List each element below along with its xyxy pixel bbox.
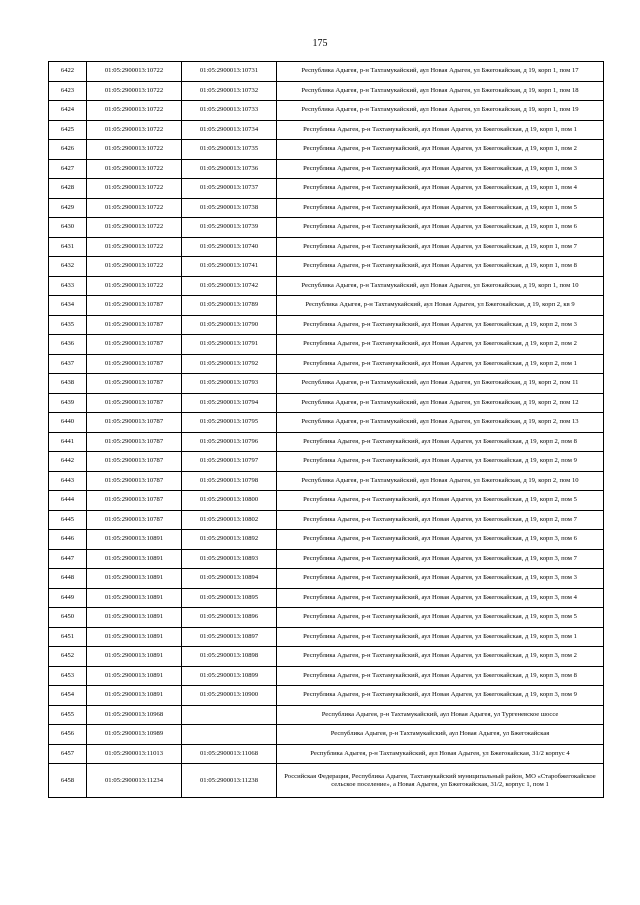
row-number-cell: 6422 <box>49 62 87 82</box>
address-cell: Республика Адыгея, р-н Тахтамукайский, аул Новая Адыгея, ул Бжегокайская, д 19, корп 2, пом 3 <box>277 315 604 335</box>
row-number-cell: 6443 <box>49 471 87 491</box>
table-row <box>49 608 604 628</box>
parent-cadastral-cell: 01:05:2900013:10787 <box>87 510 182 530</box>
row-number-cell: 6447 <box>49 549 87 569</box>
table-row <box>49 335 604 355</box>
address-cell: Республика Адыгея, р-н Тахтамукайский, аул Новая Адыгея, ул Бжегокайская, д 19, корп 2, пом 11 <box>277 374 604 394</box>
address-cell: Республика Адыгея, р-н Тахтамукайский, аул Новая Адыгея, ул Бжегокайская, д 19, корп 3, пом 2 <box>277 647 604 667</box>
address-cell: Республика Адыгея, р-н Тахтамукайский, аул Новая Адыгея, ул Бжегокайская, д 19, корп 1, пом 5 <box>277 198 604 218</box>
parent-cadastral-cell: 01:05:2900013:10891 <box>87 627 182 647</box>
row-number-cell: 6450 <box>49 608 87 628</box>
parent-cadastral-cell: 01:05:2900013:10722 <box>87 101 182 121</box>
parent-cadastral-cell: 01:05:2900013:10722 <box>87 120 182 140</box>
table-row <box>49 432 604 452</box>
table-row <box>49 198 604 218</box>
cadastral-number-cell: 01:05:2900013:10800 <box>182 491 277 511</box>
parent-cadastral-cell: 01:05:2900013:11234 <box>87 764 182 798</box>
row-number-cell: 6436 <box>49 335 87 355</box>
row-number-cell: 6434 <box>49 296 87 316</box>
address-cell: Республика Адыгея, р-н Тахтамукайский, аул Новая Адыгея, ул Бжегокайская, д 19, корп 1, пом 10 <box>277 276 604 296</box>
cadastral-number-cell: 01:05:2900013:10789 <box>182 296 277 316</box>
address-cell: Республика Адыгея, р-н Тахтамукайский, аул Новая Адыгея, ул Бжегокайская, д 19, корп 2, пом 9 <box>277 452 604 472</box>
cadastral-number-cell: 01:05:2900013:10892 <box>182 530 277 550</box>
cadastral-number-cell: 01:05:2900013:10896 <box>182 608 277 628</box>
parent-cadastral-cell: 01:05:2900013:10722 <box>87 218 182 238</box>
table-row <box>49 413 604 433</box>
row-number-cell: 6439 <box>49 393 87 413</box>
table-row <box>49 452 604 472</box>
row-number-cell: 6452 <box>49 647 87 667</box>
table-row <box>49 257 604 277</box>
cadastral-number-cell: 01:05:2900013:10894 <box>182 569 277 589</box>
cadastral-number-cell: 01:05:2900013:10897 <box>182 627 277 647</box>
row-number-cell: 6444 <box>49 491 87 511</box>
row-number-cell: 6458 <box>49 764 87 798</box>
parent-cadastral-cell: 01:05:2900013:10787 <box>87 354 182 374</box>
cadastral-number-cell: 01:05:2900013:10740 <box>182 237 277 257</box>
parent-cadastral-cell: 01:05:2900013:10891 <box>87 569 182 589</box>
table-row <box>49 725 604 745</box>
cadastral-number-cell: 01:05:2900013:10802 <box>182 510 277 530</box>
table-row <box>49 159 604 179</box>
table-row <box>49 120 604 140</box>
address-cell: Республика Адыгея, р-н Тахтамукайский, аул Новая Адыгея, ул Бжегокайская, д 19, корп 3, пом 8 <box>277 666 604 686</box>
table-row <box>49 374 604 394</box>
cadastral-number-cell: 01:05:2900013:10741 <box>182 257 277 277</box>
address-cell: Республика Адыгея, р-н Тахтамукайский, аул Новая Адыгея, ул Бжегокайская, д 19, корп 2, пом 13 <box>277 413 604 433</box>
row-number-cell: 6451 <box>49 627 87 647</box>
table-row <box>49 140 604 160</box>
address-cell: Республика Адыгея, р-н Тахтамукайский, аул Новая Адыгея, ул Бжегокайская, д 19, корп 1, пом 19 <box>277 101 604 121</box>
cadastral-number-cell: 01:05:2900013:10735 <box>182 140 277 160</box>
row-number-cell: 6435 <box>49 315 87 335</box>
parent-cadastral-cell: 01:05:2900013:10722 <box>87 159 182 179</box>
cadastral-number-cell: 01:05:2900013:10790 <box>182 315 277 335</box>
row-number-cell: 6456 <box>49 725 87 745</box>
row-number-cell: 6423 <box>49 81 87 101</box>
cadastral-number-cell: 01:05:2900013:10895 <box>182 588 277 608</box>
table-row <box>49 627 604 647</box>
row-number-cell: 6448 <box>49 569 87 589</box>
address-cell: Республика Адыгея, р-н Тахтамукайский, аул Новая Адыгея, ул Бжегокайская, д 19, корп 1, пом 17 <box>277 62 604 82</box>
row-number-cell: 6445 <box>49 510 87 530</box>
cadastral-number-cell: 01:05:2900013:10738 <box>182 198 277 218</box>
table-row <box>49 666 604 686</box>
row-number-cell: 6433 <box>49 276 87 296</box>
row-number-cell: 6427 <box>49 159 87 179</box>
cadastral-number-cell: 01:05:2900013:10736 <box>182 159 277 179</box>
cadastral-number-cell: 01:05:2900013:10737 <box>182 179 277 199</box>
cadastral-number-cell: 01:05:2900013:10733 <box>182 101 277 121</box>
page-number: 175 <box>312 38 328 49</box>
cadastral-number-cell: 01:05:2900013:10900 <box>182 686 277 706</box>
parent-cadastral-cell: 01:05:2900013:10722 <box>87 81 182 101</box>
cadastral-number-cell: 01:05:2900013:10898 <box>182 647 277 667</box>
parent-cadastral-cell: 01:05:2900013:10722 <box>87 140 182 160</box>
cadastral-number-cell: 01:05:2900013:10798 <box>182 471 277 491</box>
row-number-cell: 6449 <box>49 588 87 608</box>
parent-cadastral-cell: 01:05:2900013:10787 <box>87 471 182 491</box>
address-cell: Республика Адыгея, р-н Тахтамукайский, аул Новая Адыгея, ул Бжегокайская, д 19, корп 2, пом 1 <box>277 354 604 374</box>
table-row <box>49 218 604 238</box>
table-row <box>49 510 604 530</box>
table-row <box>49 354 604 374</box>
row-number-cell: 6438 <box>49 374 87 394</box>
row-number-cell: 6457 <box>49 744 87 764</box>
address-cell: Российская Федерация, Республика Адыгея, Тахтамукайский муниципальный район, МО «Старобжегокайское сельское поселение», а Новая Адыгея, ул Бжегокайская, 31/2, корпус 1, пом 1 <box>277 764 604 798</box>
table-row <box>49 81 604 101</box>
row-number-cell: 6437 <box>49 354 87 374</box>
parent-cadastral-cell: 01:05:2900013:10722 <box>87 62 182 82</box>
address-cell: Республика Адыгея, р-н Тахтамукайский, аул Новая Адыгея, ул Бжегокайская, д 19, корп 1, пом 3 <box>277 159 604 179</box>
address-cell: Республика Адыгея, р-н Тахтамукайский, аул Новая Адыгея, ул Бжегокайская, д 19, корп 1, пом 4 <box>277 179 604 199</box>
parent-cadastral-cell: 01:05:2900013:10787 <box>87 315 182 335</box>
row-number-cell: 6446 <box>49 530 87 550</box>
parent-cadastral-cell: 01:05:2900013:10722 <box>87 276 182 296</box>
address-cell: Республика Адыгея, р-н Тахтамукайский, аул Новая Адыгея, ул Бжегокайская, д 19, корп 3, пом 5 <box>277 608 604 628</box>
table-row <box>49 744 604 764</box>
address-cell: Республика Адыгея, р-н Тахтамукайский, аул Новая Адыгея, ул Бжегокайская, д 19, корп 1, пом 8 <box>277 257 604 277</box>
parent-cadastral-cell: 01:05:2900013:10891 <box>87 666 182 686</box>
parent-cadastral-cell: 01:05:2900013:10989 <box>87 725 182 745</box>
row-number-cell: 6426 <box>49 140 87 160</box>
parent-cadastral-cell: 01:05:2900013:10787 <box>87 452 182 472</box>
parent-cadastral-cell: 01:05:2900013:10891 <box>87 608 182 628</box>
registry-table-body <box>49 62 604 798</box>
address-cell: Республика Адыгея, р-н Тахтамукайский, аул Новая Адыгея, ул Бжегокайская, д 19, корп 2, кв 9 <box>277 296 604 316</box>
row-number-cell: 6425 <box>49 120 87 140</box>
address-cell: Республика Адыгея, р-н Тахтамукайский, аул Новая Адыгея, ул Бжегокайская, д 19, корп 2, пом 7 <box>277 510 604 530</box>
parent-cadastral-cell: 01:05:2900013:10722 <box>87 198 182 218</box>
address-cell: Республика Адыгея, р-н Тахтамукайский, аул Новая Адыгея, ул Бжегокайская, д 19, корп 2, пом 2 <box>277 335 604 355</box>
cadastral-number-cell: 01:05:2900013:11238 <box>182 764 277 798</box>
table-row <box>49 471 604 491</box>
table-row <box>49 764 604 798</box>
address-cell: Республика Адыгея, р-н Тахтамукайский, аул Новая Адыгея, ул Бжегокайская, д 19, корп 2, пом 8 <box>277 432 604 452</box>
row-number-cell: 6442 <box>49 452 87 472</box>
cadastral-number-cell: 01:05:2900013:10742 <box>182 276 277 296</box>
row-number-cell: 6424 <box>49 101 87 121</box>
parent-cadastral-cell: 01:05:2900013:10787 <box>87 374 182 394</box>
parent-cadastral-cell: 01:05:2900013:10968 <box>87 705 182 725</box>
address-cell: Республика Адыгея, р-н Тахтамукайский, аул Новая Адыгея, ул Бжегокайская, д 19, корп 2, пом 5 <box>277 491 604 511</box>
cadastral-number-cell: 01:05:2900013:10893 <box>182 549 277 569</box>
cadastral-number-cell: 01:05:2900013:10734 <box>182 120 277 140</box>
parent-cadastral-cell: 01:05:2900013:11013 <box>87 744 182 764</box>
address-cell: Республика Адыгея, р-н Тахтамукайский, аул Новая Адыгея, ул Бжегокайская, 31/2 корпус 4 <box>277 744 604 764</box>
table-row <box>49 686 604 706</box>
address-cell: Республика Адыгея, р-н Тахтамукайский, аул Новая Адыгея, ул Бжегокайская <box>277 725 604 745</box>
address-cell: Республика Адыгея, р-н Тахтамукайский, аул Новая Адыгея, ул Бжегокайская, д 19, корп 1, пом 18 <box>277 81 604 101</box>
cadastral-number-cell: 01:05:2900013:10793 <box>182 374 277 394</box>
table-row <box>49 569 604 589</box>
table-row <box>49 705 604 725</box>
address-cell: Республика Адыгея, р-н Тахтамукайский, аул Новая Адыгея, ул Бжегокайская, д 19, корп 2, пом 12 <box>277 393 604 413</box>
parent-cadastral-cell: 01:05:2900013:10722 <box>87 237 182 257</box>
cadastral-number-cell: 01:05:2900013:10792 <box>182 354 277 374</box>
address-cell: Республика Адыгея, р-н Тахтамукайский, аул Новая Адыгея, ул Бжегокайская, д 19, корп 1, пом 6 <box>277 218 604 238</box>
table-row <box>49 179 604 199</box>
address-cell: Республика Адыгея, р-н Тахтамукайский, аул Новая Адыгея, ул Бжегокайская, д 19, корп 3, пом 3 <box>277 569 604 589</box>
table-row <box>49 647 604 667</box>
row-number-cell: 6429 <box>49 198 87 218</box>
table-row <box>49 276 604 296</box>
address-cell: Республика Адыгея, р-н Тахтамукайский, аул Новая Адыгея, ул Бжегокайская, д 19, корп 3, пом 9 <box>277 686 604 706</box>
cadastral-number-cell: 01:05:2900013:10731 <box>182 62 277 82</box>
parent-cadastral-cell: 01:05:2900013:10891 <box>87 530 182 550</box>
parent-cadastral-cell: 01:05:2900013:10722 <box>87 257 182 277</box>
cadastral-number-cell: 01:05:2900013:10791 <box>182 335 277 355</box>
cadastral-number-cell <box>182 725 277 745</box>
parent-cadastral-cell: 01:05:2900013:10787 <box>87 413 182 433</box>
table-row <box>49 101 604 121</box>
table-row <box>49 549 604 569</box>
parent-cadastral-cell: 01:05:2900013:10891 <box>87 549 182 569</box>
cadastral-number-cell: 01:05:2900013:10732 <box>182 81 277 101</box>
address-cell: Республика Адыгея, р-н Тахтамукайский, аул Новая Адыгея, ул Бжегокайская, д 19, корп 3, пом 7 <box>277 549 604 569</box>
parent-cadastral-cell: 01:05:2900013:10787 <box>87 335 182 355</box>
parent-cadastral-cell: 01:05:2900013:10891 <box>87 686 182 706</box>
cadastral-number-cell: 01:05:2900013:10899 <box>182 666 277 686</box>
parent-cadastral-cell: 01:05:2900013:10787 <box>87 393 182 413</box>
table-row <box>49 530 604 550</box>
table-row <box>49 393 604 413</box>
cadastral-number-cell: 01:05:2900013:10797 <box>182 452 277 472</box>
address-cell: Республика Адыгея, р-н Тахтамукайский, аул Новая Адыгея, ул Бжегокайская, д 19, корп 3, пом 6 <box>277 530 604 550</box>
cadastral-number-cell: 01:05:2900013:10739 <box>182 218 277 238</box>
address-cell: Республика Адыгея, р-н Тахтамукайский, аул Новая Адыгея, ул Бжегокайская, д 19, корп 1, пом 7 <box>277 237 604 257</box>
address-cell: Республика Адыгея, р-н Тахтамукайский, аул Новая Адыгея, ул Тургеневское шоссе <box>277 705 604 725</box>
address-cell: Республика Адыгея, р-н Тахтамукайский, аул Новая Адыгея, ул Бжегокайская, д 19, корп 3, пом 4 <box>277 588 604 608</box>
address-cell: Республика Адыгея, р-н Тахтамукайский, аул Новая Адыгея, ул Бжегокайская, д 19, корп 2, пом 10 <box>277 471 604 491</box>
address-cell: Республика Адыгея, р-н Тахтамукайский, аул Новая Адыгея, ул Бжегокайская, д 19, корп 1, пом 1 <box>277 120 604 140</box>
cadastral-number-cell: 01:05:2900013:10796 <box>182 432 277 452</box>
parent-cadastral-cell: 01:05:2900013:10787 <box>87 432 182 452</box>
parent-cadastral-cell: 01:05:2900013:10891 <box>87 647 182 667</box>
row-number-cell: 6432 <box>49 257 87 277</box>
address-cell: Республика Адыгея, р-н Тахтамукайский, аул Новая Адыгея, ул Бжегокайская, д 19, корп 1, пом 2 <box>277 140 604 160</box>
parent-cadastral-cell: 01:05:2900013:10722 <box>87 179 182 199</box>
row-number-cell: 6455 <box>49 705 87 725</box>
table-row <box>49 237 604 257</box>
row-number-cell: 6428 <box>49 179 87 199</box>
table-row <box>49 491 604 511</box>
table-row <box>49 62 604 82</box>
row-number-cell: 6453 <box>49 666 87 686</box>
registry-table <box>48 61 604 798</box>
address-cell: Республика Адыгея, р-н Тахтамукайский, аул Новая Адыгея, ул Бжегокайская, д 19, корп 3, пом 1 <box>277 627 604 647</box>
parent-cadastral-cell: 01:05:2900013:10787 <box>87 296 182 316</box>
row-number-cell: 6440 <box>49 413 87 433</box>
cadastral-number-cell: 01:05:2900013:10795 <box>182 413 277 433</box>
parent-cadastral-cell: 01:05:2900013:10891 <box>87 588 182 608</box>
table-row <box>49 588 604 608</box>
cadastral-number-cell: 01:05:2900013:11068 <box>182 744 277 764</box>
parent-cadastral-cell: 01:05:2900013:10787 <box>87 491 182 511</box>
table-row <box>49 315 604 335</box>
cadastral-number-cell: 01:05:2900013:10794 <box>182 393 277 413</box>
table-row <box>49 296 604 316</box>
row-number-cell: 6441 <box>49 432 87 452</box>
row-number-cell: 6430 <box>49 218 87 238</box>
row-number-cell: 6431 <box>49 237 87 257</box>
row-number-cell: 6454 <box>49 686 87 706</box>
cadastral-number-cell <box>182 705 277 725</box>
